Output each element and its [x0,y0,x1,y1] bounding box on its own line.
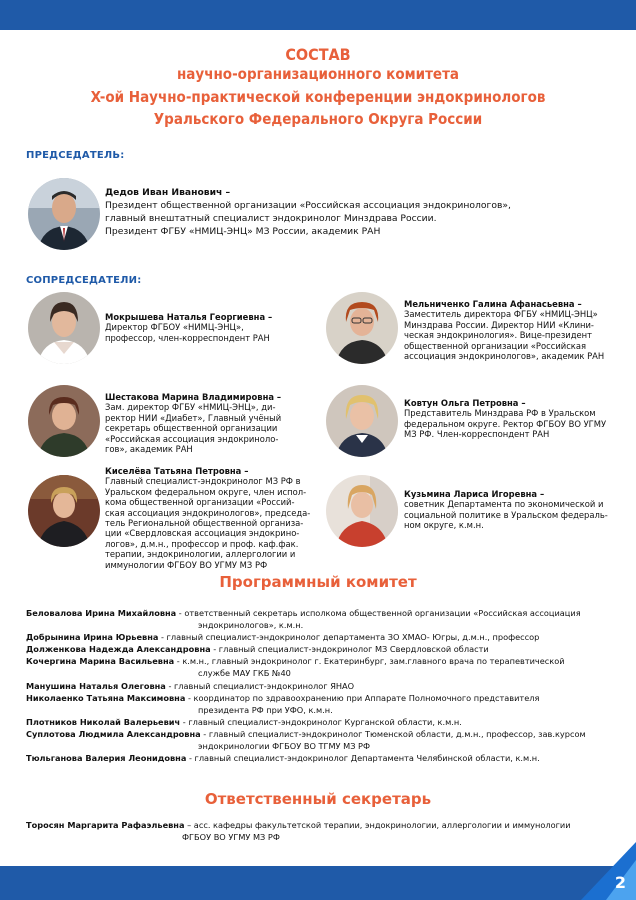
cochair-photo [326,292,398,364]
cochair-line: иммунологии ФГБОУ ВО УГМУ МЗ РФ [105,559,268,570]
list-item [26,819,616,831]
member-role-continued: службе МАУ ГКБ №40 [198,668,291,679]
cochair-line: Представитель Минздрава РФ в Уральском [404,408,596,419]
member-role: - координатор по здравоохранению при Аппарате Полномочного представителя [185,692,540,703]
cochair-line: терапии, эндокринологии, аллергологии и [105,549,296,560]
program-committee-list [26,607,616,764]
list-item [26,692,616,704]
member-role-continued: президента РФ при УФО, к.м.н. [198,704,333,715]
top-banner [0,0,636,30]
list-item [26,680,616,692]
bottom-banner [0,866,636,900]
secretary-heading: Ответственный секретарь [204,790,432,808]
cochair-line: Заместитель директора ФГБУ «НМИЦ-ЭНЦ» [404,309,598,320]
member-role-continued: эндокринологии ФГБОУ ВО ТГМУ МЗ РФ [198,741,371,752]
cochair-photo [326,475,398,547]
chairman-photo [28,178,100,250]
cochair-line: «Российская ассоциация эндокриноло- [105,433,279,444]
member-name: Николаенко Татьяна Максимовна [26,692,186,703]
secretary-name: Торосян Маргарита Рафаэльевна [26,820,185,830]
member-role: - главный специалист-эндокринолог департамента ЗО ХМАО- Югры, д.м.н., профессор [158,632,540,643]
title-line-1: СОСТАВ [285,45,351,64]
member-name: Беловалова Ирина Михайловна [26,608,177,618]
cochair-line: ном округе, к.м.н. [404,520,484,531]
cochair-name: Мельниченко Галина Афанасьевна – [404,299,582,309]
member-name: Долженкова Надежда Александровна [26,644,211,655]
cochair-block [404,299,619,361]
cochair-line: Главный специалист-эндокринолог МЗ РФ в [105,476,301,487]
chairman-line: Президент ФГБУ «НМИЦ-ЭНЦ» МЗ России, академик РАН [105,226,381,237]
cochair-photo [28,385,100,457]
list-item [26,752,616,764]
chairman-line: главный внештатный специалист эндокринолог Минздрава России. [105,213,437,224]
cochair-line: МЗ РФ. Член-корреспондент РАН [404,429,550,440]
member-role: - главный специалист-эндокринолог МЗ Свердловской области [210,644,489,655]
member-role: - главный специалист-эндокринолог Департамента Челябинской области, к.м.н. [186,753,540,764]
cochair-block [404,398,619,440]
member-name: Манушина Наталья Олеговна [26,680,166,691]
member-name: Плотников Николай Валерьевич [26,716,181,727]
cochair-line: федеральном округе. Ректор ФГБОУ ВО УГМУ [404,418,607,429]
list-item [26,607,616,619]
cochair-line: советник Департамента по экономической и [404,499,604,510]
title-line-2: научно-организационного комитета [176,65,459,83]
cochair-line: Директор ФГБОУ «НИМЦ-ЭНЦ», [105,322,244,333]
cochair-line: тель Региональной общественной организа- [105,518,304,529]
title-line-3: X-ой Научно-практической конференции эндокринологов [90,88,546,106]
cochair-block [105,392,310,454]
cochair-line: Зам. директор ФГБУ «НМИЦ-ЭНЦ», ди- [105,402,276,413]
chairman-line: Президент общественной организации «Российская ассоциация эндокринологов», [105,200,511,211]
cochair-name: Ковтун Ольга Петровна – [404,398,526,408]
cochair-name: Кузьмина Лариса Игоревна – [404,489,545,499]
cochair-line: ческая эндокринология». Вице-президент [404,330,593,341]
cochair-name: Киселёва Татьяна Петровна – [105,466,249,476]
member-role: - главный специалист-эндокринолог Курганской области, к.м.н. [180,716,462,727]
member-role-continued: эндокринологов», к.м.н. [198,620,304,631]
member-name: Суплотова Людмила Александровна [26,728,201,739]
member-name: Кочергина Марина Васильевна [26,656,175,667]
cochair-line: профессор, член-корреспондент РАН [105,332,270,343]
page-number: 2 [614,873,626,892]
cochair-line: логов», д.м.н., профессор и проф. каф.фак. [105,538,299,549]
secretary-role: – асс. кафедры факультетской терапии, эндокринологии, аллергологии и иммунологии [184,820,571,830]
secretary-role-continued: ФГБОУ ВО УГМУ МЗ РФ [182,832,280,843]
list-item [26,716,616,728]
cochair-block [105,466,320,570]
cochair-photo [28,292,100,364]
cochair-line: ская ассоциация эндокринологов», председа- [105,507,311,518]
member-role: - главный специалист-эндокринолог ЯНАО [165,680,355,691]
cochair-line: ции «Свердловская ассоциация эндокрино- [105,528,300,539]
cochair-block [404,489,619,531]
member-name: Тюльганова Валерия Леонидовна [26,753,187,764]
member-role: - ответственный секретарь исполкома общественной организации «Российская ассоциация [176,608,581,618]
cochair-line: гов», академик РАН [105,444,193,455]
cochair-line: кома общественной организации «Россий- [105,497,295,508]
corner-decoration [576,840,636,900]
list-item [26,728,616,740]
cochair-line: общественной организации «Российская [404,340,587,351]
cochair-line: ректор НИИ «Диабет», Главный учёный [105,412,282,423]
cochair-line: секретарь общественной организации [105,423,278,434]
cochair-photo [28,475,100,547]
member-role: - к.м.н., главный эндокринолог г. Екатеринбург, зам.главного врача по терапевтической [174,656,565,667]
list-item [26,631,616,643]
cochair-name: Мокрышева Наталья Георгиевна – [105,312,273,322]
cochair-line: ассоциация эндокринологов», академик РАН [404,351,605,362]
cochair-name: Шестакова Марина Владимировна – [105,392,282,402]
chairman-name: Дедов Иван Иванович – [105,187,231,198]
cochairs-label: СОПРЕДСЕДАТЕЛИ: [26,275,142,286]
member-name: Добрынина Ирина Юрьевна [26,632,159,643]
program-committee-heading: Программный комитет [219,573,417,591]
chairman-label: ПРЕДСЕДАТЕЛЬ: [26,150,125,161]
cochair-block [105,312,305,343]
chairman-block [105,186,575,238]
cochair-line: социальной политике в Уральском федераль- [404,509,608,520]
cochair-photo [326,385,398,457]
list-item [26,643,616,655]
title-line-4: Уральского Федерального Округа России [153,110,483,128]
secretary-block [26,819,616,843]
list-item [26,655,616,667]
cochair-line: Уральском федеральном округе, член испол- [105,486,307,497]
cochair-line: Минздрава России. Директор НИИ «Клини- [404,319,594,330]
member-role: - главный специалист-эндокринолог Тюменской области, д.м.н., профессор, зав.курсом [200,728,586,739]
